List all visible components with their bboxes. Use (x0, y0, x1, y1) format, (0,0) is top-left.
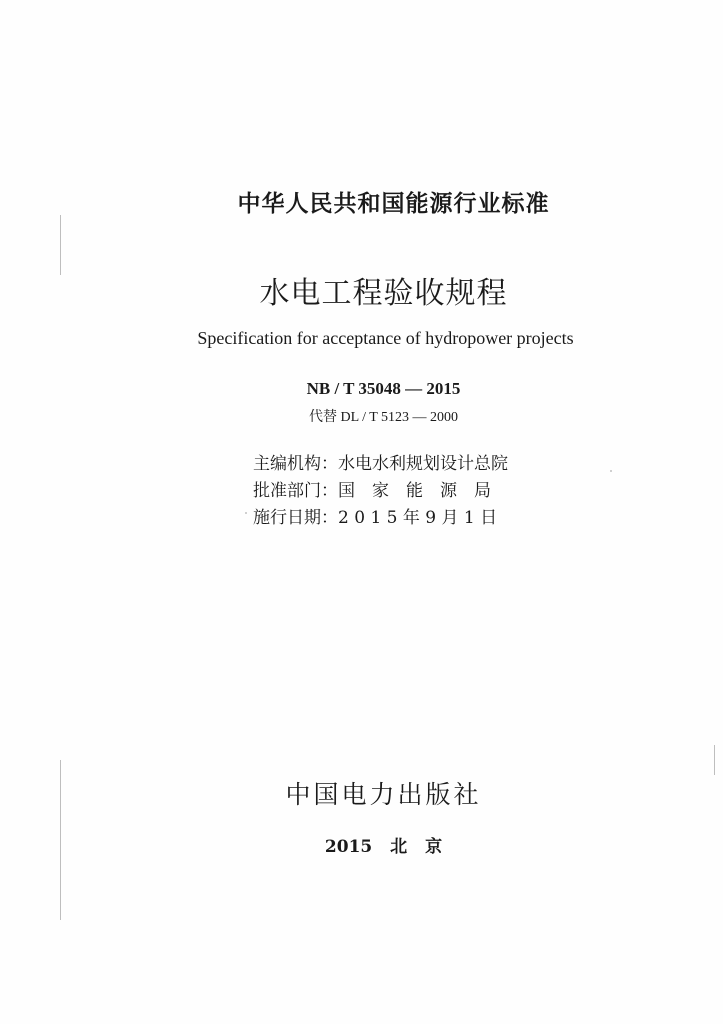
info-row-approver (253, 478, 508, 505)
info-label: 主编机构： (253, 454, 338, 474)
info-row-effective-date (253, 505, 508, 532)
publisher-name: 中国电力出版社 (285, 780, 482, 809)
scan-edge-mark (714, 745, 715, 775)
scan-speck (245, 512, 247, 514)
standard-number: NB / T 35048 — 2015 (306, 379, 461, 398)
standard-category-heading: 中华人民共和国能源行业标准 (237, 191, 550, 217)
info-label: 施行日期： (253, 508, 338, 528)
info-value: 国 家 能 源 局 (338, 481, 491, 501)
publication-info (253, 451, 508, 532)
replaces-standard: 代替 DL / T 5123 — 2000 (308, 410, 459, 425)
scan-edge-mark (60, 215, 61, 275)
document-title-cn: 水电工程验收规程 (259, 276, 508, 311)
info-value: 2 0 1 5 年 9 月 1 日 (338, 508, 498, 528)
info-row-editor (253, 451, 508, 478)
info-value: 水电水利规划设计总院 (338, 454, 508, 474)
publish-year-place: 2015 北 京 (324, 837, 443, 857)
info-label: 批准部门： (253, 481, 338, 501)
scan-speck (610, 470, 612, 472)
document-title-en: Specification for acceptance of hydropower projects (197, 328, 574, 348)
